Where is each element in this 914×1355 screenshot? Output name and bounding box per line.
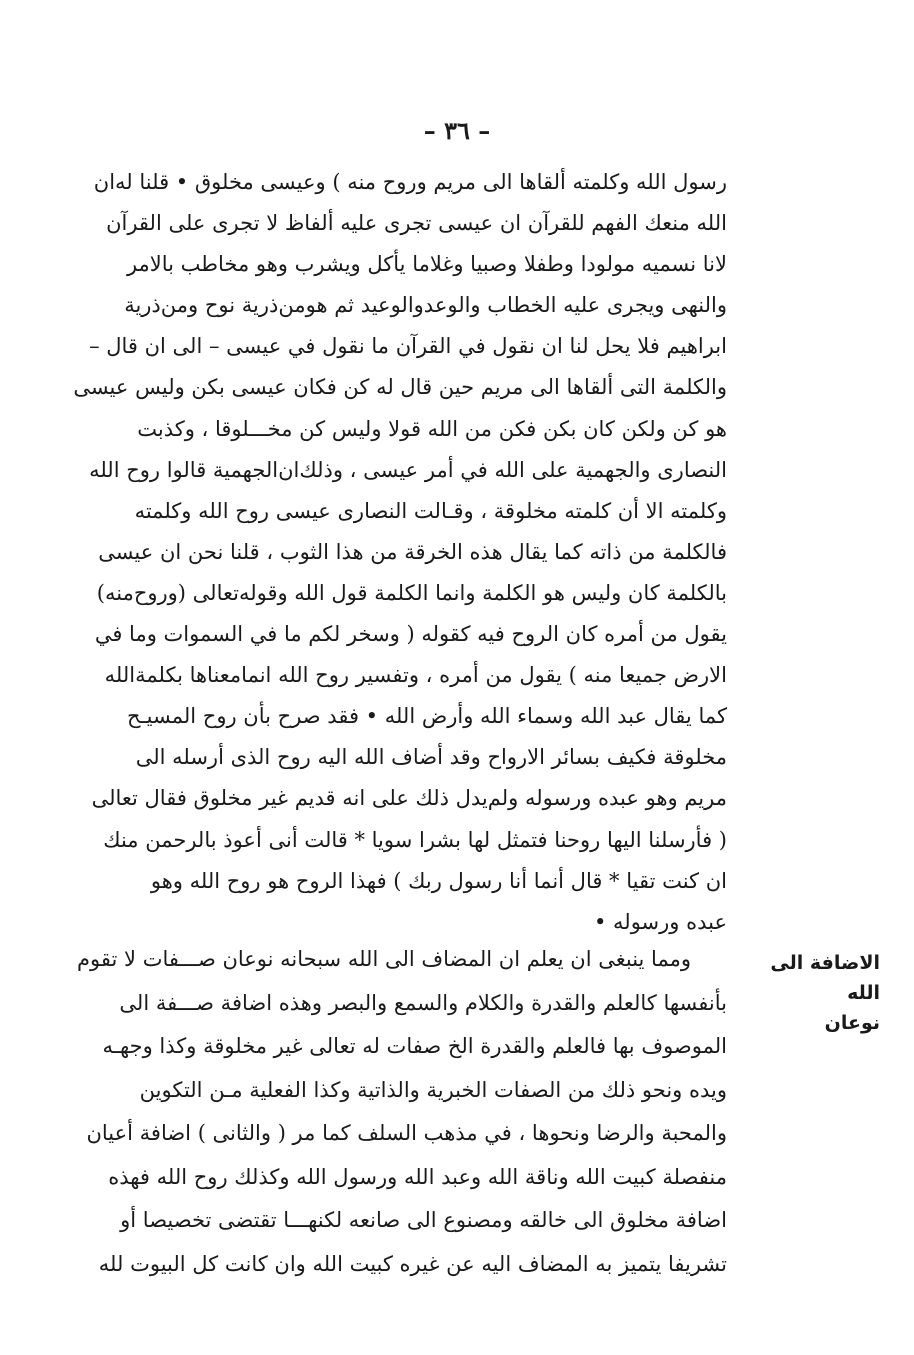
text-line: ويده ونحو ذلك من الصفات الخبرية والذاتية وكذا الفعلية مـن التكوين — [139, 1077, 727, 1102]
text-line: الارض جميعا منه ) يقول من أمره ، وتفسير روح الله انمامعناها بكلمةالله — [104, 663, 727, 688]
text-line: وكلمته الا أن كلمته مخلوقة ، وقـالت النصارى عيسى روح الله وكلمته — [134, 498, 727, 523]
text-line: بأنفسها كالعلم والقدرة والكلام والسمع والبصر وهذه اضافة صـــفة الى — [119, 990, 727, 1015]
text-line: هو كن ولكن كان بكن فكن من الله قولا وليس كن مخـــلوقا ، وكذبت — [137, 416, 727, 441]
text-line: ( فأرسلنا اليها روحنا فتمثل لها بشرا سويا * قالت أنى أعوذ بالرحمن منك — [103, 827, 727, 852]
text-line: عبده ورسوله • — [593, 909, 727, 934]
main-text-block — [72, 162, 727, 943]
text-line: بالكلمة كان وليس هو الكلمة وانما الكلمة قول الله وقوله‌تعالى (وروح‌منه) — [96, 580, 727, 605]
text-line: منفصلة كبيت الله وناقة الله وعبد الله ورسول الله وكذلك روح الله فهذه — [108, 1164, 727, 1189]
text-line: تشريفا يتميز به المضاف اليه عن غيره كبيت الله وان كانت كل البيوت لله — [98, 1251, 727, 1276]
text-line: اضافة مخلوق الى خالقه ومصنوع الى صانعه لكنهـــا تقتضى تخصيصا أو — [120, 1208, 727, 1232]
text-line: ابراهيم فلا يحل لنا ان نقول في القرآن ما نقول في عيسى – الى ان قال – — [89, 334, 727, 359]
side-heading-line: الاضافة الى الله — [770, 952, 880, 1004]
text-line: مخلوقة فكيف بسائر الارواح وقد أضاف الله اليه روح الذى أرسله الى — [135, 745, 727, 770]
text-line: الموصوف بها فالعلم والقدرة الخ صفات له تعالى غير مخلوقة وكذا وجهـه — [102, 1034, 727, 1058]
text-line: الله منعك الفهم للقرآن ان عيسى تجرى عليه ألفاظ لا تجرى على القرآن — [106, 211, 727, 236]
text-line: والنهى ويجرى عليه الخطاب والوعدوالوعيد ثم هومن‌ذرية نوح ومن‌ذرية — [124, 293, 727, 318]
text-line: والمحبة والرضا ونحوها ، في مذهب السلف كما مر ( والثانى ) اضافة أعيان — [86, 1121, 727, 1145]
text-line: يقول من أمره كان الروح فيه كقوله ( وسخر لكم ما في السموات وما في — [94, 622, 727, 647]
side-heading — [760, 948, 880, 1038]
text-line: كما يقال عبد الله وسماء الله وأرض الله • فقد صرح بأن روح المسيـح — [126, 704, 727, 729]
side-heading-line: نوعان — [824, 1012, 880, 1034]
page-number: – ٣٦ – — [423, 116, 491, 145]
second-text-block — [72, 938, 727, 1286]
text-line: مريم وهو عبده ورسوله ولم‌يدل ذلك على انه قديم غير مخلوق فقال تعالى — [91, 786, 727, 811]
text-line: لانا نسميه مولودا وطفلا وصبيا وغلاما يأكل ويشرب وهو مخاطب بالامر — [126, 252, 727, 277]
text-line: النصارى والجهمية على الله في أمر عيسى ، وذلك‌ان‌الجهمية قالوا روح الله — [89, 457, 727, 482]
text-line: ان كنت تقيا * قال أنما أنا رسول ربك ) فهذا الروح هو روح الله وهو — [150, 868, 727, 893]
text-line: رسول الله وكلمته ألقاها الى مريم وروح منه ) وعيسى مخلوق • قلنا له‌ان — [93, 170, 727, 194]
text-line: والكلمة التى ألقاها الى مريم حين قال له كن فكان عيسى بكن وليس عيسى — [73, 375, 727, 400]
text-line: ومما ينبغى ان يعلم ان المضاف الى الله سبحانه نوعان صـــفات لا تقوم — [77, 947, 691, 971]
text-line: فالكلمة من ذاته كما يقال هذه الخرقة من هذا الثوب ، قلنا نحن ان عيسى — [98, 539, 727, 564]
